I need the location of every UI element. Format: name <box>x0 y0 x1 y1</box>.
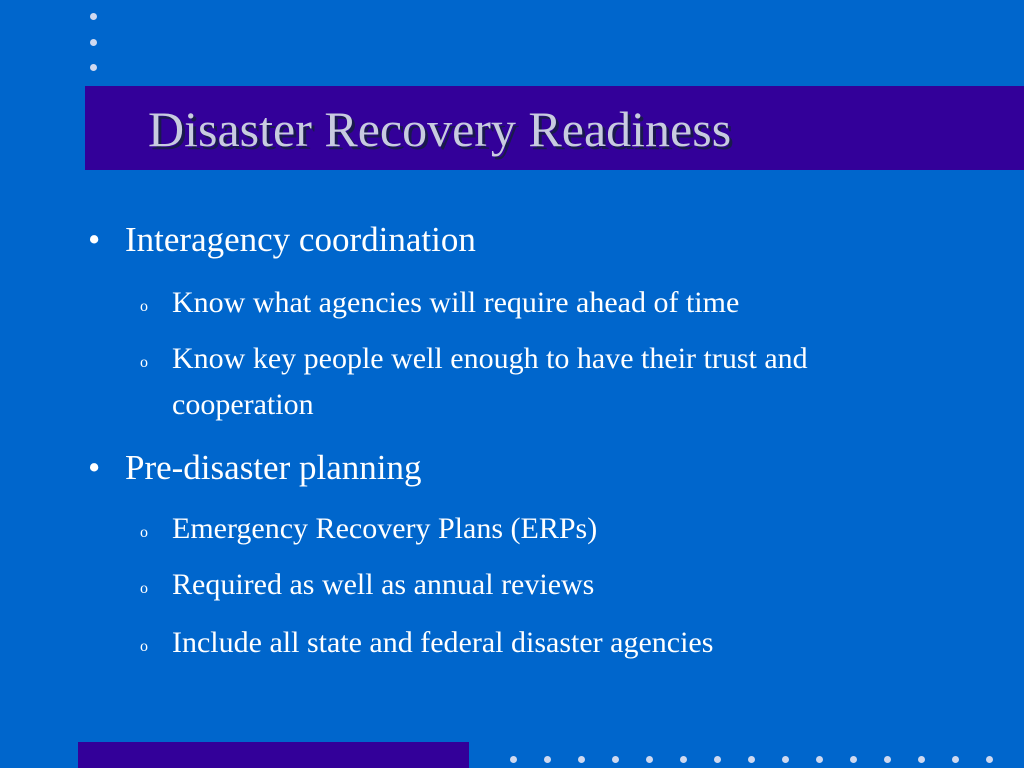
sub-bullet-marker: o <box>140 298 148 315</box>
bullet-marker: • <box>88 220 101 259</box>
sub-bullet-marker: o <box>140 638 148 655</box>
decorative-dot <box>544 756 551 763</box>
sub-bullet-marker: o <box>140 354 148 371</box>
decorative-dot <box>816 756 823 763</box>
decorative-dot <box>884 756 891 763</box>
sub-bullet-marker: o <box>140 580 148 597</box>
sub-bullet <box>140 562 1000 608</box>
sub-bullet <box>140 336 1000 428</box>
decorative-dot <box>612 756 619 763</box>
decorative-dot <box>714 756 721 763</box>
bullet-interagency-coordination <box>88 220 476 260</box>
decorative-dot <box>918 756 925 763</box>
decorative-dot <box>90 13 97 20</box>
sub-bullet-text: Know what agencies will require ahead of time <box>172 286 740 319</box>
decorative-dot <box>782 756 789 763</box>
sub-bullet-text: Emergency Recovery Plans (ERPs) <box>172 512 598 545</box>
decorative-dot <box>952 756 959 763</box>
bottom-band <box>78 742 469 768</box>
bullet-marker: • <box>88 448 101 487</box>
sub-bullet <box>140 280 1000 326</box>
sub-bullet-marker: o <box>140 524 148 541</box>
bullet-pre-disaster-planning <box>88 448 421 488</box>
bullet-text: Interagency coordination <box>125 220 476 259</box>
bullet-text: Pre-disaster planning <box>125 448 422 487</box>
decorative-dot <box>90 64 97 71</box>
decorative-dot <box>646 756 653 763</box>
sub-bullet-text: Required as well as annual reviews <box>172 568 595 601</box>
decorative-dot <box>748 756 755 763</box>
decorative-dot <box>850 756 857 763</box>
decorative-dot <box>510 756 517 763</box>
decorative-dot <box>90 39 97 46</box>
sub-bullet-text: Know key people well enough to have their trust and cooperation <box>172 342 808 421</box>
sub-bullet <box>140 506 1000 552</box>
slide-title: Disaster Recovery Readiness <box>148 101 732 157</box>
decorative-dot <box>578 756 585 763</box>
decorative-dot <box>680 756 687 763</box>
sub-bullet-text: Include all state and federal disaster agencies <box>172 626 714 659</box>
sub-bullet <box>140 620 1000 666</box>
decorative-dot <box>986 756 993 763</box>
